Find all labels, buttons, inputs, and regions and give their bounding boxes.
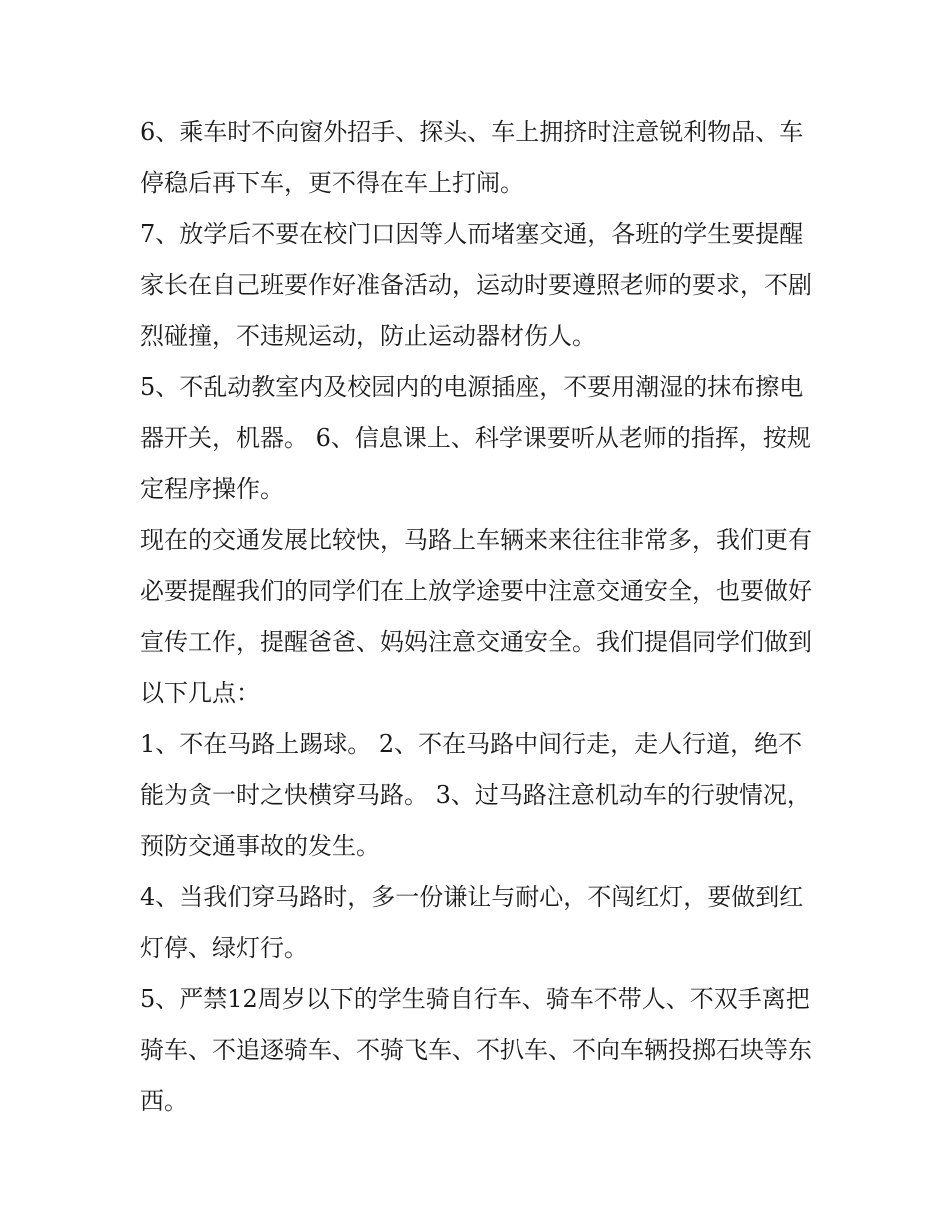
paragraph-3: 5、不乱动教室内及校园内的电源插座，不要用潮湿的抹布擦电器开关，机器。 6、信息课上、科学课要听从老师的指挥，按规定程序操作。 bbox=[140, 373, 811, 503]
paragraph-6: 4、当我们穿马路时，多一份谦让与耐心，不闯红灯，要做到红灯停、绿灯行。 bbox=[140, 883, 804, 962]
paragraph-2: 7、放学后不要在校门口因等人而堵塞交通，各班的学生要提醒家长在自己班要作好准备活动，运动时要遵照老师的要求，不剧烈碰撞，不违规运动，防止运动器材伤人。 bbox=[140, 220, 812, 350]
paragraph-5: 1、不在马路上踢球。 2、不在马路中间行走，走人行道，绝不能为贪一时之快横穿马路。 3、过马路注意机动车的行驶情况，预防交通事故的发生。 bbox=[140, 730, 811, 860]
document-body bbox=[140, 107, 820, 1127]
paragraph-4: 现在的交通发展比较快，马路上车辆来来往往非常多，我们更有必要提醒我们的同学们在上放学途要中注意交通安全，也要做好宣传工作，提醒爸爸、妈妈注意交通安全。我们提倡同学们做到以下几点： bbox=[140, 526, 812, 707]
paragraph-1: 6、乘车时不向窗外招手、探头、车上拥挤时注意锐利物品、车停稳后再下车，更不得在车上打闹。 bbox=[140, 118, 804, 197]
paragraph-7: 5、严禁12周岁以下的学生骑自行车、骑车不带人、不双手离把骑车、不追逐骑车、不骑飞车、不扒车、不向车辆投掷石块等东西。 bbox=[140, 985, 812, 1115]
